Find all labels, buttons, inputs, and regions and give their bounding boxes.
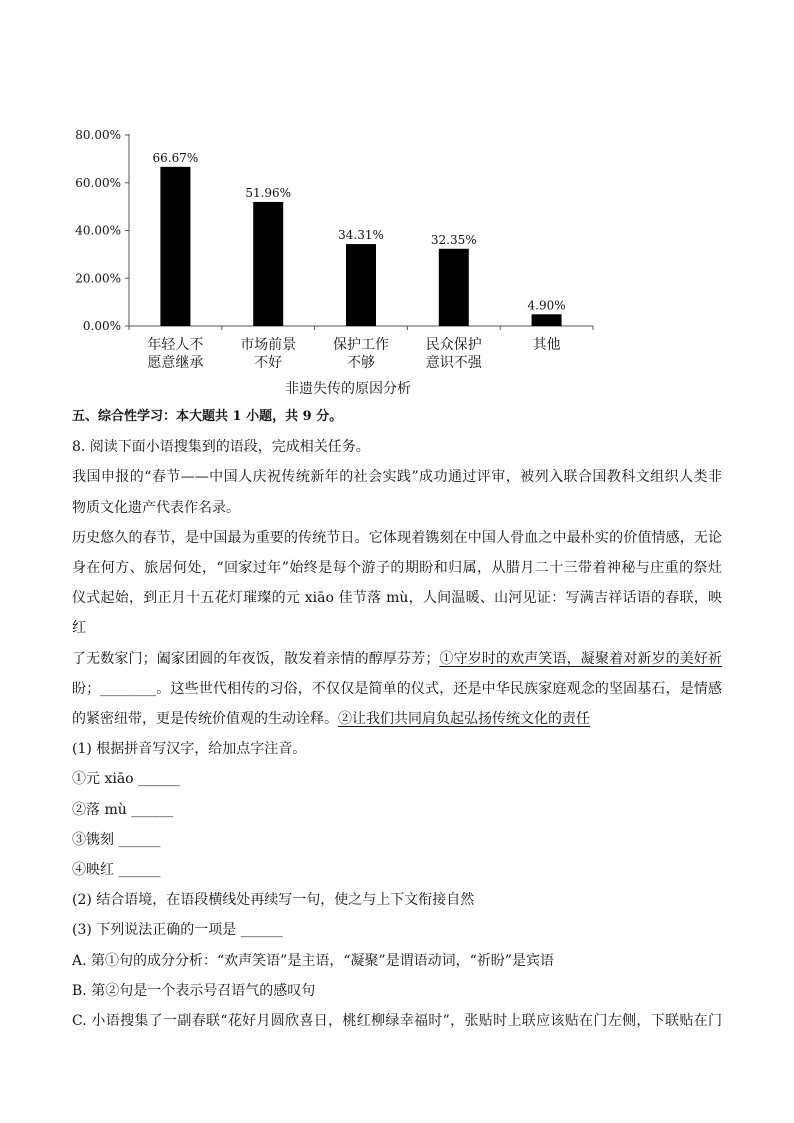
p2-line6-text: 的紧密纽带，更是传统价值观的生动诠释。 [72, 711, 338, 728]
option-c: C. 小语搜集了一副春联“花好月圆欣喜日，桃红柳绿幸福时”，张贴时上联应该贴在门左侧，下联贴在门 [72, 1013, 722, 1030]
option-b: B. 第②句是一个表示号召语气的感叹句 [72, 982, 316, 999]
y-tick-label: 60.00% [75, 175, 121, 190]
item-2: ②落 mù ______ [72, 801, 174, 818]
bar [532, 314, 562, 326]
p2-line5-text-a: 盼； [72, 680, 101, 697]
item-4: ④映红 ______ [72, 862, 161, 879]
x-axis-title: 非遗失传的原因分析 [285, 381, 411, 397]
p2-line4-text: 了无数家门；阖家团圆的年夜饭，散发着亲情的醇厚芬芳； [72, 650, 440, 667]
sentence-2-underlined: ②让我们共同肩负起弘扬传统文化的责任 [338, 711, 590, 728]
bar [346, 244, 376, 326]
p2-line5 [72, 674, 722, 704]
x-category-label: 其他 [532, 337, 561, 353]
y-tick-label: 80.00% [75, 128, 121, 142]
sub-question-2: (2) 结合语境，在语段横线处再续写一句，使之与上下文衔接自然 [72, 892, 475, 909]
p2-line5-text-b: 。这些世代相传的习俗，不仅仅是简单的仪式，还是中华民族家庭观念的坚固基石，是情感 [156, 680, 723, 697]
x-category-label: 年轻人不 [147, 337, 204, 353]
p1-line2: 物质文化遗产代表作名录。 [72, 499, 240, 516]
q8-intro: 8. 阅读下面小语搜集到的语段，完成相关任务。 [72, 439, 370, 456]
p2-line1: 历史悠久的春节，是中国最为重要的传统节日。它体现着镌刻在中国人骨血之中最朴实的价值情感，无论 [72, 529, 722, 546]
y-tick-label: 40.00% [75, 223, 121, 238]
bars-group [153, 151, 566, 326]
bar-data-label: 34.31% [338, 228, 384, 243]
section-heading-part-b: 本大题共 1 小题，共 9 分。 [176, 409, 343, 424]
item-3: ③镌刻 ______ [72, 831, 161, 848]
p2-line2: 身在何方、旅居何处，“回家过年”始终是每个游子的期盼和归属，从腊月二十三带着神秘与庄重的祭灶 [72, 560, 722, 577]
bar-data-label: 32.35% [430, 232, 477, 247]
section-heading-part-a: 五、综合性学习： [72, 409, 177, 424]
bar [439, 249, 469, 326]
bar-data-label: 66.67% [152, 150, 199, 165]
sentence-1-underlined: ①守岁时的欢声笑语，凝聚着对新岁的美好祈 [439, 650, 723, 667]
x-category-label: 保护工作 [333, 337, 389, 353]
question-content [72, 402, 722, 1036]
bar [253, 202, 283, 326]
p2-line4 [72, 644, 722, 674]
x-category-label: 意识不强 [425, 355, 482, 371]
p2-line6 [72, 704, 722, 734]
p1-line1: 我国申报的“春节——中国人庆祝传统新年的社会实践”成功通过评审，被列入联合国教科文组织人类非 [72, 469, 722, 486]
p2-line3: 仪式起始，到正月十五花灯璀璨的元 xiāo 佳节落 mù，人间温暖、山河见证：写满吉祥话语的春联，映红 [72, 590, 722, 637]
bar-data-label: 51.96% [245, 185, 292, 200]
bar-data-label: 4.90% [527, 298, 566, 313]
bar [160, 167, 190, 326]
category-labels [129, 326, 593, 371]
x-category-label: 愿意继承 [147, 355, 204, 371]
sub-question-1: (1) 根据拼音写汉字，给加点字注音。 [72, 741, 307, 758]
option-a: A. 第①句的成分分析：“欢声笑语”是主语，“凝聚”是谓语动词，“祈盼”是宾语 [72, 952, 554, 969]
y-axis-ticks [75, 128, 129, 333]
x-category-label: 不够 [347, 355, 375, 371]
answer-blank: ________ [100, 680, 157, 697]
y-tick-label: 20.00% [75, 271, 121, 286]
x-category-label: 民众保护 [425, 337, 482, 353]
sub-question-3: (3) 下列说法正确的一项是 ______ [72, 922, 283, 939]
y-tick-label: 0.00% [82, 319, 121, 333]
x-category-label: 市场前景 [240, 337, 297, 353]
x-category-label: 不好 [254, 355, 283, 371]
section-heading [72, 402, 722, 432]
item-1: ①元 xiāo ______ [72, 771, 181, 788]
bar-chart [0, 118, 794, 403]
